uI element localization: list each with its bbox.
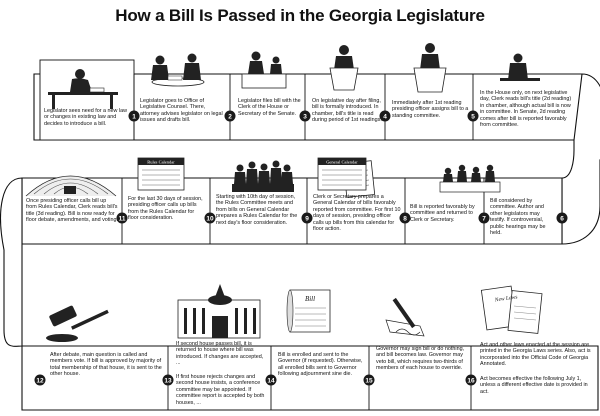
badge-8-num: 8 <box>403 215 407 223</box>
rules-committee-icon <box>232 161 294 193</box>
new-laws-book-icon <box>481 286 542 333</box>
badge-4-num: 4 <box>383 113 387 121</box>
badge-16 <box>466 375 477 386</box>
step-3-text: Legislator files bill with the Clerk of the House or Secretary of the Senate. <box>238 98 301 117</box>
step-13-text-b: If first house rejects changes and second house insists, a conference committee may be appointed. If committee report is accepted by both houses, ... <box>176 374 265 406</box>
capitol-building-icon <box>178 284 260 338</box>
step-9-text: Clerk or Secretary prepares a General Calendar of bills favorably reported from committee. For first 10 days of session, presiding officer calls up bills from this calendar for floor action. <box>313 194 401 233</box>
step-10-text: Starting with 10th day of session, the Rules Committee meets and from bills on General Calendar prepares a Rules Calendar for the next day's floor consideration. <box>216 194 298 226</box>
badge-8 <box>400 213 411 224</box>
step-4-text: On legislative day after filing, bill is formally introduced. In chamber, bill's title is read during period of 1st readings. <box>312 98 382 124</box>
page-title: How a Bill Is Passed in the Georgia Legislature <box>115 6 485 25</box>
step-2-text: Legislator goes to Office of Legislative Counsel. There, attorney advises legislator on legal issues and drafts bill. <box>140 98 223 124</box>
badge-7 <box>479 213 490 224</box>
badge-5-num: 5 <box>471 113 475 121</box>
step-12-text: After debate, main question is called and members vote. If bill is approved by majority of total membership of that house, it is sent to the other house. <box>50 352 162 378</box>
speaker-at-podium-icon <box>330 45 358 90</box>
step-15-text: Governor may sign bill or do nothing, and bill becomes law. Governor may veto bill, which requires two-thirds of members of each house to override. <box>376 346 465 372</box>
badge-12-num: 12 <box>36 377 44 385</box>
badge-9-num: 9 <box>305 215 309 223</box>
step-5-text: Immediately after 1st reading presiding officer assigns bill to a standing committee. <box>392 100 469 119</box>
step-1-text: Legislator sees need for a new law or changes in existing law and decides to introduce a bill. <box>44 108 128 127</box>
general-calendar-icon <box>318 158 366 190</box>
step-7-text: Bill considered by committee. Author and other legislators may testify. If controversial, public hearings may be held. <box>490 198 546 237</box>
badge-6 <box>557 213 568 224</box>
badge-1-num: 1 <box>132 113 136 121</box>
badge-10-num: 10 <box>206 215 214 223</box>
gavel-icon <box>46 305 109 342</box>
badge-12 <box>35 375 46 386</box>
badge-2-num: 2 <box>228 113 232 121</box>
bill-scroll-label: Bill <box>304 295 316 303</box>
step-14-text: Bill is enrolled and sent to the Governor (if requested). Otherwise, all enrolled bills sent to Governor following adjournment sine die. <box>278 352 363 378</box>
badge-14-num: 14 <box>267 377 275 385</box>
general-calendar-label: General Calendar <box>326 159 358 165</box>
badge-13-num: 13 <box>164 377 172 385</box>
step-16-text-a: Act and other laws enacted at the session are printed in the Georgia Laws series. Also, act is incorporated into the Official Code of Georgia Annotated. <box>480 342 591 368</box>
step-8-text: Bill is reported favorably by committee and returned to Clerk or Secretary. <box>410 204 475 223</box>
bill-scroll-icon <box>287 290 330 332</box>
badge-11-num: 11 <box>118 215 126 223</box>
step-16-text-b: Act becomes effective the following July 1, unless a different effective date is provided in act. <box>480 376 588 395</box>
meeting-at-table-icon <box>151 54 204 87</box>
badge-1 <box>129 111 140 122</box>
rules-calendar-icon <box>138 158 184 190</box>
step-13-text-a: If second house passes bill, it is returned to house where bill was introduced. If changes are accepted, ... <box>176 341 264 367</box>
badge-15-num: 15 <box>365 377 373 385</box>
badge-13 <box>163 375 174 386</box>
signing-pen-icon <box>386 298 424 336</box>
step-6-text: In the House only, on next legislative day, Clerk reads bill's title (2d reading) in chamber, although actual bill is now in committee. In Senate, 2d reading comes after bill is reported favorably from committee. <box>480 90 572 129</box>
badge-7-num: 7 <box>482 215 486 223</box>
badge-11 <box>117 213 128 224</box>
badge-2 <box>225 111 236 122</box>
step-11-text: For the last 30 days of session, presiding officer calls up bills from the Rules Calendar for floor consideration. <box>128 196 203 222</box>
officer-at-podium-icon <box>414 43 446 92</box>
clerk-at-desk-icon <box>242 52 286 89</box>
new-laws-label: New Laws <box>494 294 518 304</box>
badge-10 <box>205 213 216 224</box>
badge-16-num: 16 <box>467 377 475 385</box>
badge-3-num: 3 <box>303 113 307 121</box>
badge-6-num: 6 <box>560 215 564 223</box>
step-floor-text: Once presiding officer calls bill up from Rules Calendar, Clerk reads bill's title (3d reading). Bill is now ready for floor debate, amendments, and voting. <box>26 198 118 224</box>
rules-calendar-label: Rules Calendar <box>147 159 175 165</box>
